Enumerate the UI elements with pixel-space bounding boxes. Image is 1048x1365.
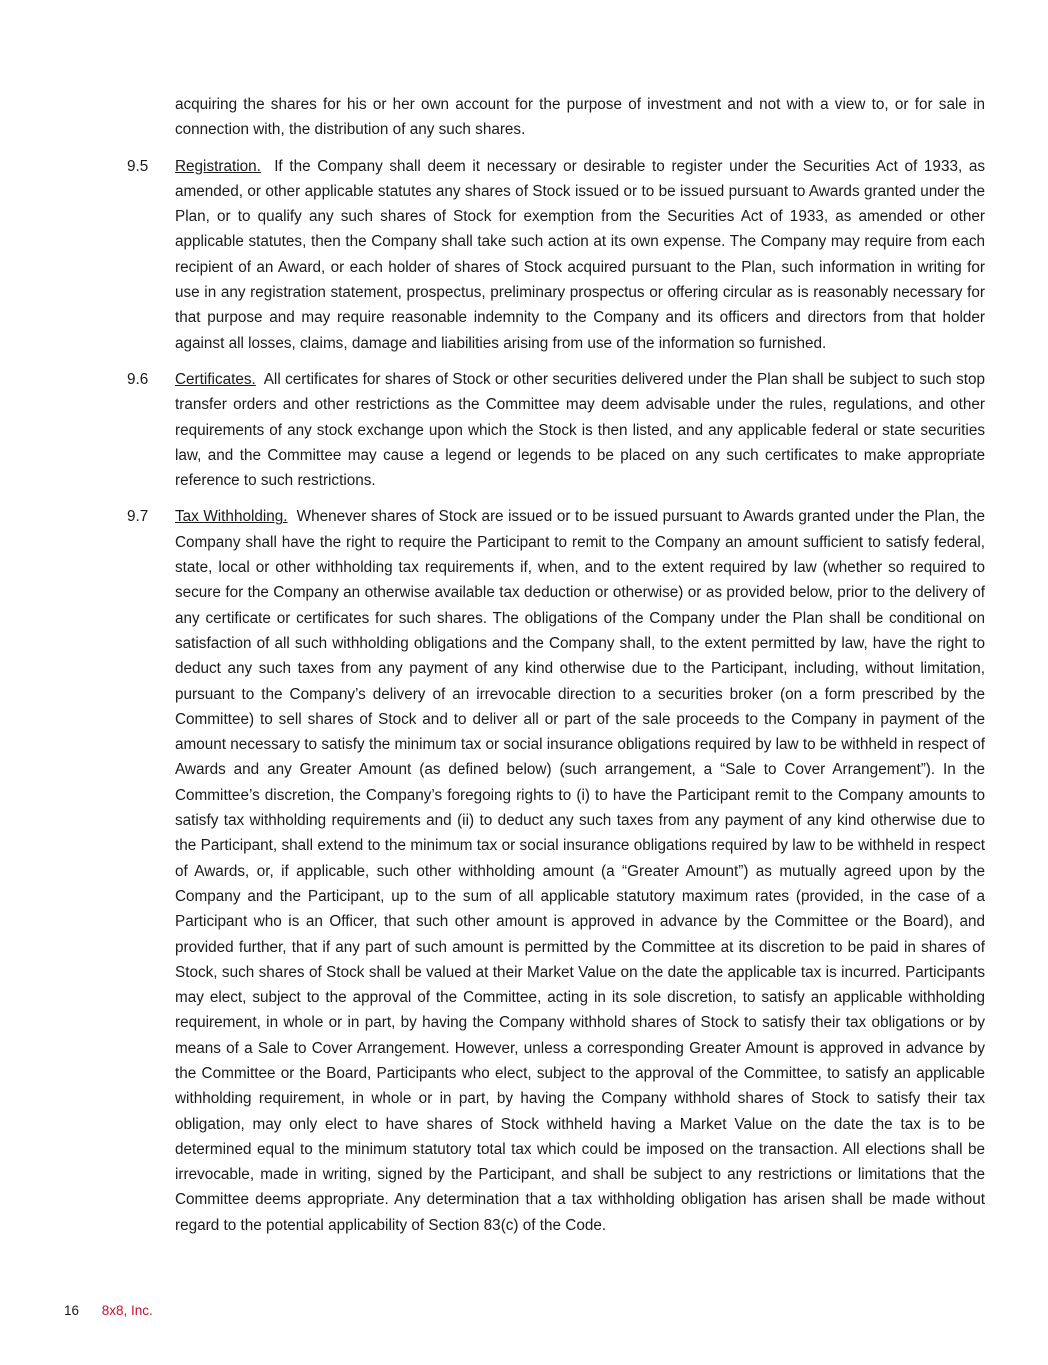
section-9-7: [127, 504, 985, 1238]
section-heading: Registration.: [175, 157, 261, 175]
section-number: 9.6: [127, 370, 149, 388]
section-body: Whenever shares of Stock are issued or to be issued pursuant to Awards granted under the Plan, the Company shall have the right to require the Participant to remit to the Company an amount sufficient to satisfy federal, state, local or other withholding tax requirements if, when, and to the extent required by law (whether so required to secure for the Company an otherwise available tax deduction or otherwise) or as provided below, prior to the delivery of any certificate or certificates for such shares. The obligations of the Company under the Plan shall be conditional on satisfaction of all such withholding obligations and the Company shall, to the extent permitted by law, have the right to deduct any such taxes from any payment of any kind otherwise due to the Participant, including, without limitation, pursuant to the Company’s delivery of an irrevocable direction to a securities broker (on a form prescribed by the Committee) to sell shares of Stock and to deliver all or part of the sale proceeds to the Company in payment of the amount necessary to satisfy the minimum tax or social insurance obligations required by law to be withheld in respect of Awards and any Greater Amount (as defined below) (such arrangement, a “Sale to Cover Arrangement”). In the Committee’s discretion, the Company’s foregoing rights to (i) to have the Participant remit to the Company amounts to satisfy tax withholding requirements and (ii) to deduct any such taxes from any payment of any kind otherwise due to the Participant, shall extend to the minimum tax or social insurance obligations required by law to be withheld in respect of Awards, or, if applicable, such other withholding amount (a “Greater Amount”) as mutually agreed upon by the Company and the Participant, up to the sum of all applicable statutory maximum rates (provided, in the case of a Participant who is an Officer, that such other amount is approved in advance by the Committee or the Board), and provided further, that if any part of such amount is permitted by the Committee at its discretion to be paid in shares of Stock, such shares of Stock shall be valued at their Market Value on the date the applicable tax is incurred. Participants may elect, subject to the approval of the Committee, acting in its sole discretion, to satisfy an applicable withholding requirement, in whole or in part, by having the Company withhold shares of Stock to satisfy their tax obligations or by means of a Sale to Cover Arrangement. However, unless a corresponding Greater Amount is approved in advance by the Committee or the Board, Participants who elect, subject to the approval of the Committee, to satisfy an applicable withholding requirement, in whole or in part, by having the Company withhold shares of Stock to satisfy their tax obligation, may only elect to have shares of Stock withheld having a Market Value on the date the tax is to be determined equal to the minimum statutory total tax which could be imposed on the transaction. All elections shall be irrevocable, made in writing, signed by the Participant, and shall be subject to any restrictions or limitations that the Committee deems appropriate. Any determination that a tax withholding obligation has arisen shall be made without regard to the potential applicability of Section 83(c) of the Code.: [175, 508, 986, 1234]
section-9-5: [127, 154, 985, 356]
section-heading: Certificates.: [175, 370, 256, 388]
section-paragraph: [175, 367, 985, 493]
page-number: 16: [64, 1303, 80, 1318]
section-9-6: [127, 367, 985, 493]
section-number: 9.5: [127, 157, 149, 175]
document-body: [127, 92, 985, 1249]
section-paragraph: [175, 504, 985, 1238]
company-name: 8x8, Inc.: [101, 1303, 153, 1318]
section-body: All certificates for shares of Stock or other securities delivered under the Plan shall be subject to such stop transfer orders and other restrictions as the Committee may deem advisable under the rules, regulations, and other requirements of any stock exchange upon which the Stock is then listed, and any applicable federal or state securities law, and the Committee may cause a legend or legends to be placed on any such certificates to make appropriate reference to such restrictions.: [175, 370, 986, 490]
section-body: If the Company shall deem it necessary or desirable to register under the Securities Act of 1933, as amended, or other applicable statutes any shares of Stock issued or to be issued pursuant to Awards granted under the Plan, or to qualify any such shares of Stock for exemption from the Securities Act of 1933, as amended or other applicable statutes, then the Company shall take such action at its own expense. The Company may require from each recipient of an Award, or each holder of shares of Stock acquired pursuant to the Plan, such information in writing for use in any registration statement, prospectus, preliminary prospectus or offering circular as is reasonably necessary for that purpose and may require reasonable indemnity to the Company and its officers and directors from that holder against all losses, claims, damage and liabilities arising from use of the information so furnished.: [175, 157, 986, 352]
section-number: 9.7: [127, 508, 149, 526]
page-footer: [64, 1302, 153, 1320]
continuation-paragraph: acquiring the shares for his or her own account for the purpose of investment and not with a view to, or for sale in connection with, the distribution of any such shares.: [175, 96, 985, 139]
section-heading: Tax Withholding.: [175, 508, 288, 526]
section-paragraph: [175, 154, 985, 356]
